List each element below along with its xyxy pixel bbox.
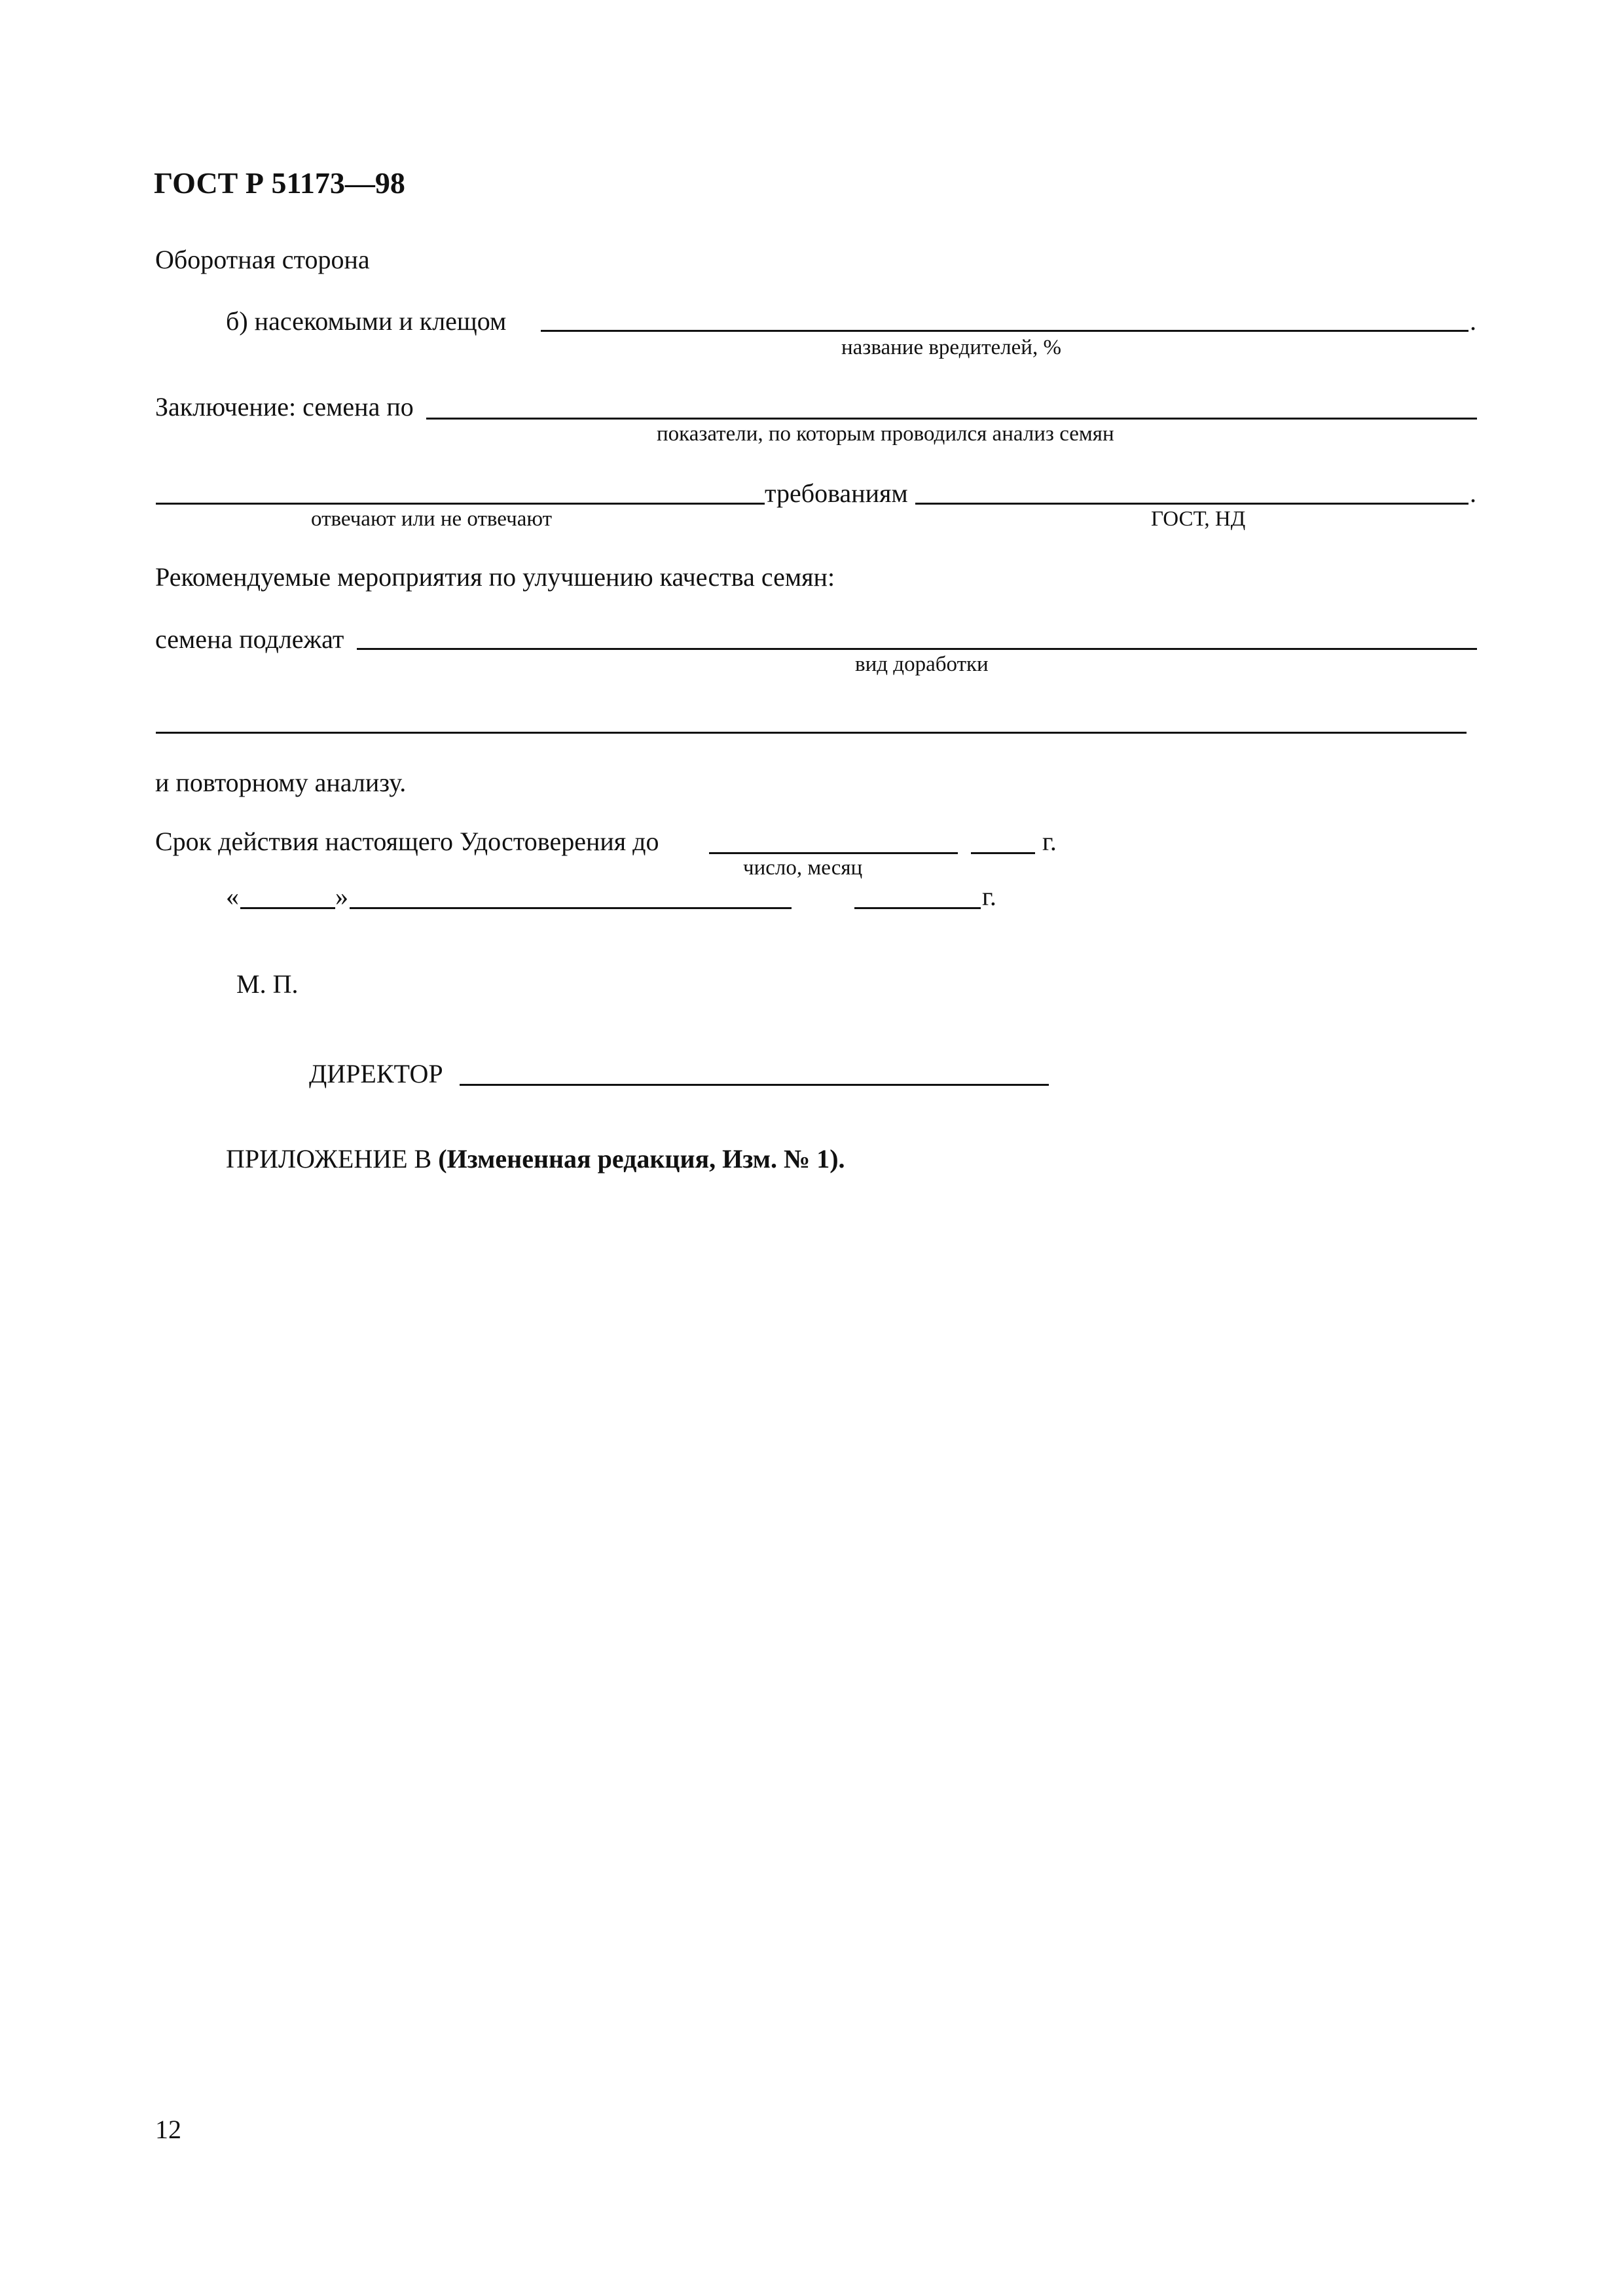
subject-input-line[interactable] bbox=[357, 648, 1477, 650]
compliance-input-line[interactable] bbox=[156, 503, 765, 505]
requirements-label: требованиям bbox=[765, 478, 908, 508]
pests-end-dot: . bbox=[1470, 306, 1476, 336]
continuation-input-line[interactable] bbox=[156, 732, 1467, 734]
date-open-quote: « bbox=[226, 882, 239, 911]
subject-caption: вид доработки bbox=[855, 653, 989, 676]
document-id: ГОСТ Р 51173—98 bbox=[154, 166, 405, 200]
appendix-note bbox=[226, 1143, 845, 1175]
validity-label: Срок действия настоящего Удостоверения до bbox=[155, 827, 659, 856]
subject-label: семена подлежат bbox=[155, 624, 344, 654]
conclusion-caption: показатели, по которым проводился анализ семян bbox=[657, 422, 1114, 446]
date-year-line[interactable] bbox=[854, 907, 981, 909]
pests-label: б) насекомыми и клещом bbox=[226, 306, 507, 336]
pests-caption: название вредителей, % bbox=[841, 336, 1061, 359]
appendix-revision: (Измененная редакция, Изм. № 1). bbox=[438, 1144, 845, 1174]
validity-year-suffix: г. bbox=[1042, 827, 1057, 856]
appendix-prefix: ПРИЛОЖЕНИЕ В bbox=[226, 1144, 432, 1174]
pests-input-line[interactable] bbox=[541, 330, 1468, 332]
section-title: Оборотная сторона bbox=[155, 245, 370, 274]
stamp-label: М. П. bbox=[236, 969, 299, 999]
reanalysis-text: и повторному анализу. bbox=[155, 768, 407, 797]
director-signature-line[interactable] bbox=[460, 1084, 1049, 1086]
date-close-quote: » bbox=[335, 882, 348, 911]
validity-year-line[interactable] bbox=[971, 852, 1035, 854]
conclusion-input-line[interactable] bbox=[426, 418, 1477, 420]
validity-date-line[interactable] bbox=[709, 852, 958, 854]
date-year-suffix: г. bbox=[982, 882, 996, 911]
standard-input-line[interactable] bbox=[915, 503, 1468, 505]
director-label: ДИРЕКТОР bbox=[309, 1059, 443, 1088]
page-number: 12 bbox=[155, 2115, 181, 2144]
compliance-end-dot: . bbox=[1470, 478, 1476, 508]
compliance-caption: отвечают или не отвечают bbox=[311, 507, 553, 531]
conclusion-label: Заключение: семена по bbox=[155, 392, 414, 422]
date-month-line[interactable] bbox=[350, 907, 792, 909]
validity-caption: число, месяц bbox=[743, 856, 863, 880]
date-day-line[interactable] bbox=[240, 907, 335, 909]
standard-caption: ГОСТ, НД bbox=[1151, 507, 1246, 531]
recommendations-title: Рекомендуемые мероприятия по улучшению качества семян: bbox=[155, 562, 835, 592]
